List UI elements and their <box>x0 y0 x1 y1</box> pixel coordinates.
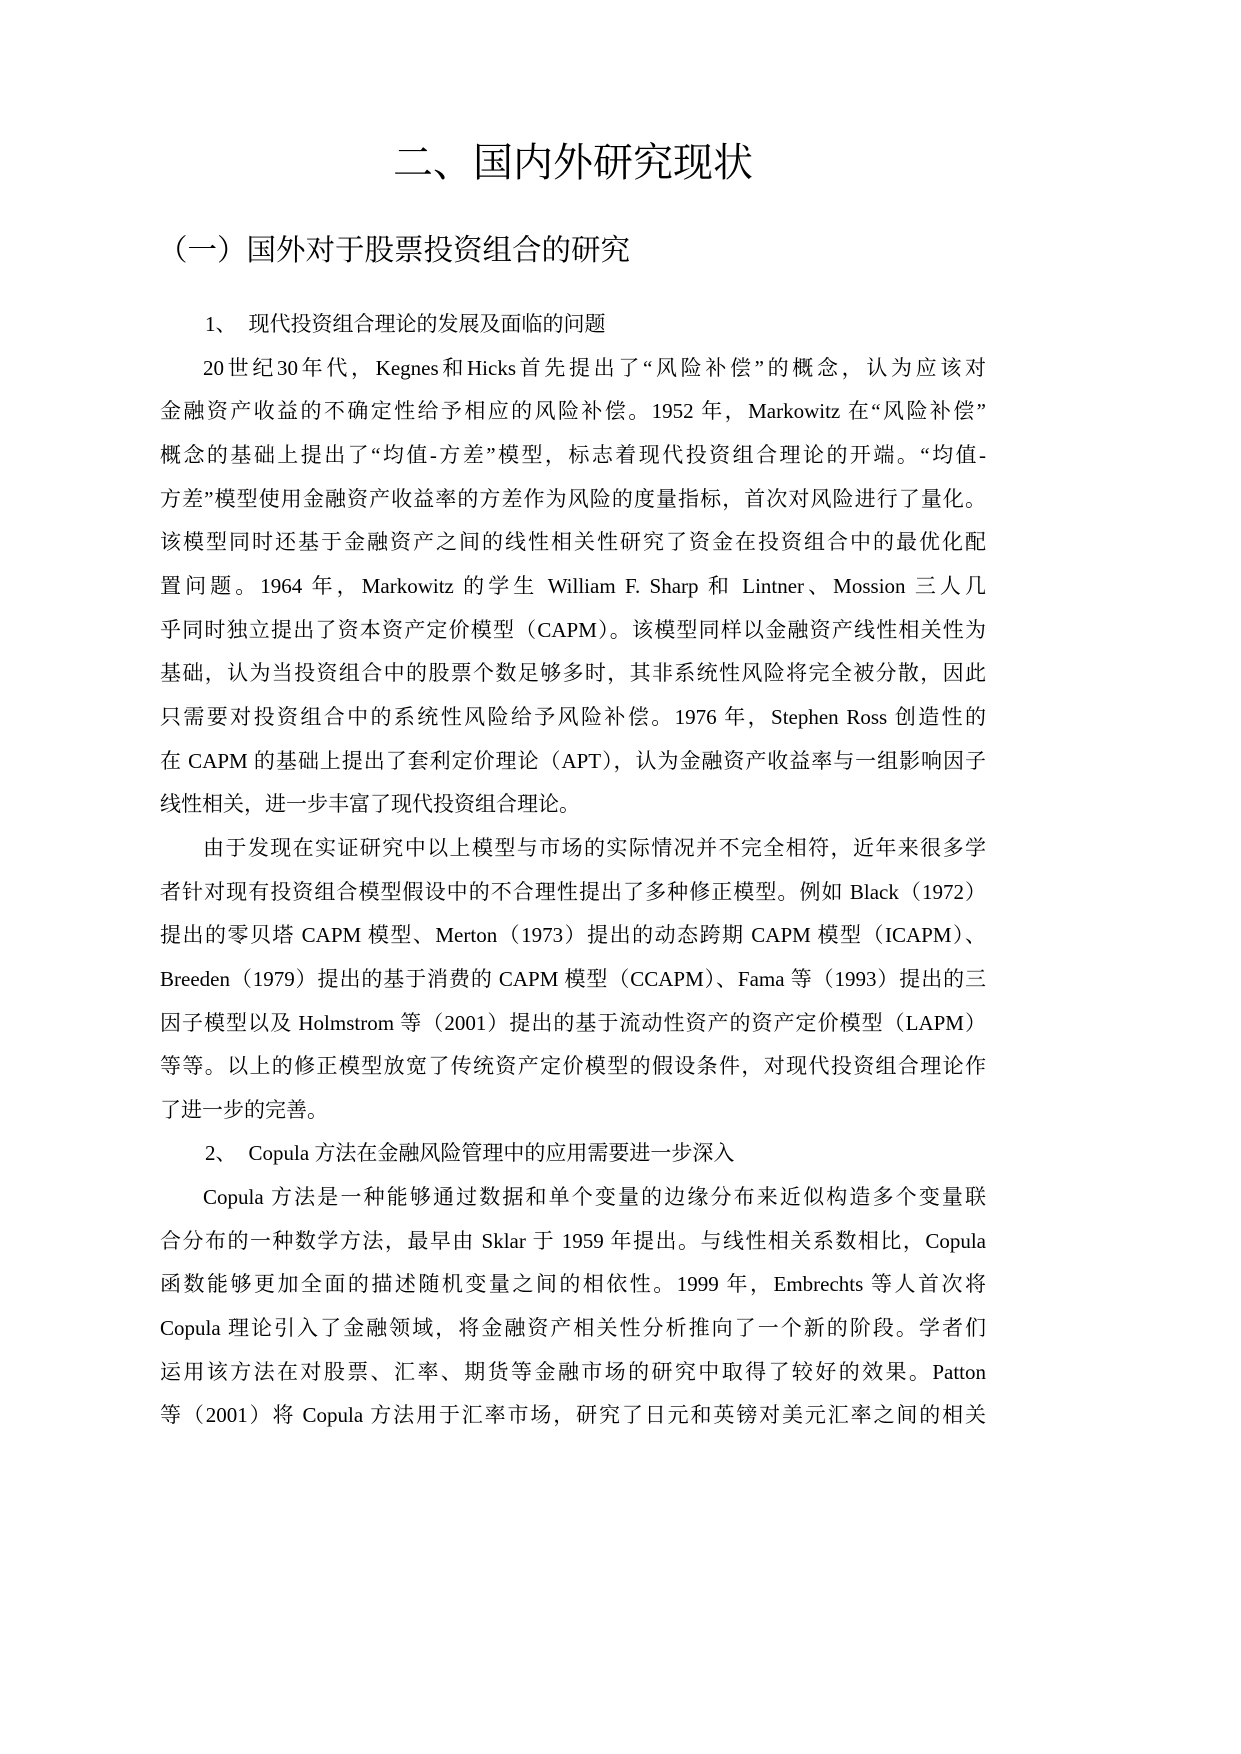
subsection-title: Copula 方法在金融风险管理中的应用需要进一步深入 <box>248 1141 735 1166</box>
paragraph-line: Copula 理论引入了金融领域，将金融资产相关性分析推向了一个新的阶段。学者们 <box>160 1316 986 1341</box>
paragraph-line: 金融资产收益的不确定性给予相应的风险补偿。1952 年，Markowitz 在“风险补偿” <box>160 399 986 424</box>
paragraph-line: 概念的基础上提出了“均值-方差”模型，标志着现代投资组合理论的开端。“均值- <box>160 442 986 467</box>
page-title: 二、国内外研究现状 <box>393 140 753 186</box>
paragraph-line: 只需要对投资组合中的系统性风险给予风险补偿。1976 年，Stephen Ross 创造性的 <box>160 704 986 729</box>
paragraph-line: 等等。以上的修正模型放宽了传统资产定价模型的假设条件，对现代投资组合理论作 <box>160 1054 986 1079</box>
paragraph-line: 方差”模型使用金融资产收益率的方差作为风险的度量指标，首次对风险进行了量化。 <box>160 486 986 511</box>
document-body <box>160 303 986 1438</box>
paragraph-line: 者针对现有投资组合模型假设中的不合理性提出了多种修正模型。例如 Black（1972） <box>160 879 986 904</box>
paragraph-line: 合分布的一种数学方法，最早由 Sklar 于 1959 年提出。与线性相关系数相比，Copula <box>160 1228 986 1253</box>
paragraph-line: 运用该方法在对股票、汇率、期货等金融市场的研究中取得了较好的效果。Patton <box>160 1359 986 1384</box>
paragraph <box>160 1176 986 1438</box>
paragraph-line: 由于发现在实证研究中以上模型与市场的实际情况并不完全相符，近年来很多学 <box>203 835 986 860</box>
paragraph-line: 在 CAPM 的基础上提出了套利定价理论（APT），认为金融资产收益率与一组影响因子 <box>160 748 986 773</box>
paragraph-line: 等（2001）将 Copula 方法用于汇率市场，研究了日元和英镑对美元汇率之间的相关 <box>160 1403 986 1428</box>
paragraph-line: 了进一步的完善。 <box>160 1097 328 1122</box>
paragraph <box>160 827 986 1133</box>
paragraph-line: 线性相关，进一步丰富了现代投资组合理论。 <box>160 792 580 817</box>
paragraph-line: 置问题。1964 年，Markowitz 的学生 William F. Sharp 和 Lintner、Mossion 三人几 <box>160 573 986 598</box>
paragraph-line: 函数能够更加全面的描述随机变量之间的相依性。1999 年，Embrechts 等人首次将 <box>160 1272 986 1297</box>
paragraph-line: 乎同时独立提出了资本资产定价模型（CAPM）。该模型同样以金融资产线性相关性为 <box>160 617 986 642</box>
subsection-number: 1、 <box>205 312 237 336</box>
subsection-title: 现代投资组合理论的发展及面临的问题 <box>248 312 606 336</box>
paragraph-line: 基础，认为当投资组合中的股票个数足够多时，其非系统性风险将完全被分散，因此 <box>160 661 986 686</box>
paragraph-line: Breeden（1979）提出的基于消费的 CAPM 模型（CCAPM）、Fama 等（1993）提出的三 <box>160 966 986 991</box>
paragraph-line: 提出的零贝塔 CAPM 模型、Merton（1973）提出的动态跨期 CAPM 模型（ICAPM）、 <box>160 923 986 948</box>
subsection-heading <box>160 303 986 347</box>
subsection-number: 2、 <box>205 1141 237 1166</box>
section-heading: （一）国外对于股票投资组合的研究 <box>158 233 631 267</box>
paragraph <box>160 347 986 827</box>
paragraph-line: 该模型同时还基于金融资产之间的线性相关性研究了资金在投资组合中的最优化配 <box>160 530 986 555</box>
paragraph-line: 20世纪30年代，Kegnes和Hicks首先提出了“风险补偿”的概念，认为应该对 <box>203 355 986 380</box>
subsection-heading <box>160 1132 986 1176</box>
paragraph-line: 因子模型以及 Holmstrom 等（2001）提出的基于流动性资产的资产定价模型（LAPM） <box>160 1010 986 1035</box>
paragraph-line: Copula 方法是一种能够通过数据和单个变量的边缘分布来近似构造多个变量联 <box>203 1185 986 1210</box>
